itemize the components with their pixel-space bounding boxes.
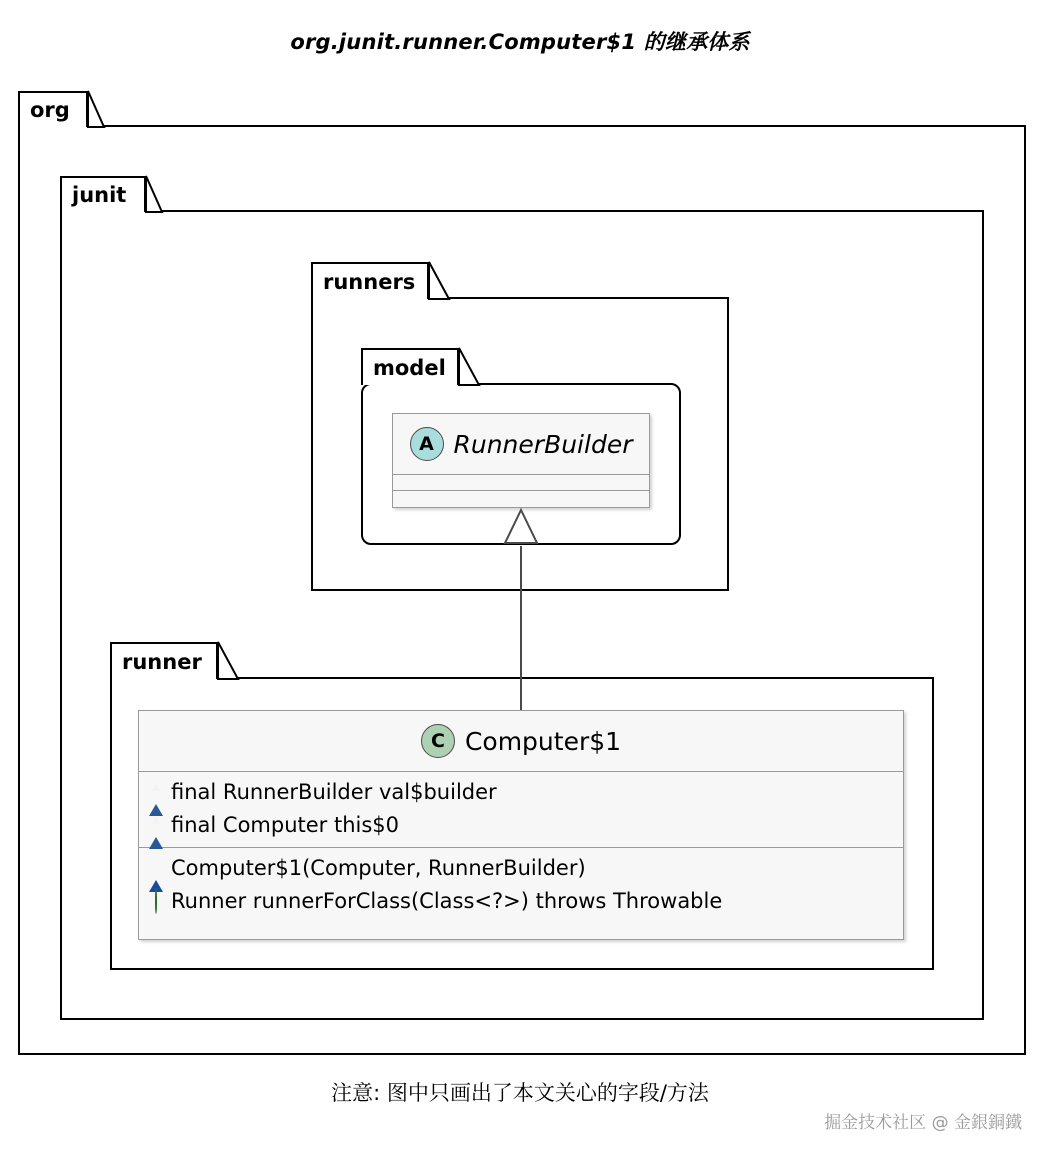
abstract-badge-icon: A [410, 427, 444, 461]
method-row [149, 852, 893, 885]
class-runnerbuilder[interactable] [392, 413, 650, 508]
package-org-tab [18, 91, 88, 127]
class-badge-icon: C [421, 724, 455, 758]
method-label: Computer$1(Computer, RunnerBuilder) [171, 856, 586, 881]
package-runner-tab [110, 642, 218, 679]
package-runner-label: runner [122, 649, 202, 674]
method-row [149, 885, 893, 918]
method-label: Runner runnerForClass(Class<?>) throws Throwable [171, 888, 723, 913]
page-title: org.junit.runner.Computer$1 的继承体系 [290, 30, 750, 54]
package-runners-tab [311, 262, 429, 299]
class-runnerbuilder-methods [393, 491, 649, 505]
class-computer1-name: Computer$1 [464, 726, 622, 756]
class-computer1-header [139, 711, 903, 771]
public-visibility-icon [149, 885, 163, 918]
class-runnerbuilder-name: RunnerBuilder [453, 429, 633, 459]
package-org-label: org [30, 98, 70, 122]
class-computer1-methods [139, 848, 903, 923]
package-model-tab [361, 348, 459, 385]
class-runnerbuilder-fields [393, 475, 649, 490]
package-junit-label: junit [72, 183, 127, 207]
package-model-label: model [373, 355, 446, 380]
footer-note: 注意: 图中只画出了本文关心的字段/方法 [331, 1081, 709, 1105]
package-junit-tab [60, 176, 146, 212]
field-label: final RunnerBuilder val$builder [171, 780, 497, 804]
field-row [149, 809, 893, 842]
package-visibility-icon [149, 776, 163, 809]
class-computer1[interactable] [138, 710, 904, 940]
field-label: final Computer this$0 [171, 812, 400, 837]
package-runners-label: runners [323, 269, 416, 294]
package-visibility-filled-icon [149, 852, 163, 885]
watermark: 掘金技术社区 @ 金銀銅鐵 [824, 1113, 1022, 1133]
class-computer1-fields [139, 772, 903, 847]
field-row [149, 776, 893, 809]
package-visibility-icon [149, 809, 163, 842]
class-runnerbuilder-header [393, 414, 649, 474]
